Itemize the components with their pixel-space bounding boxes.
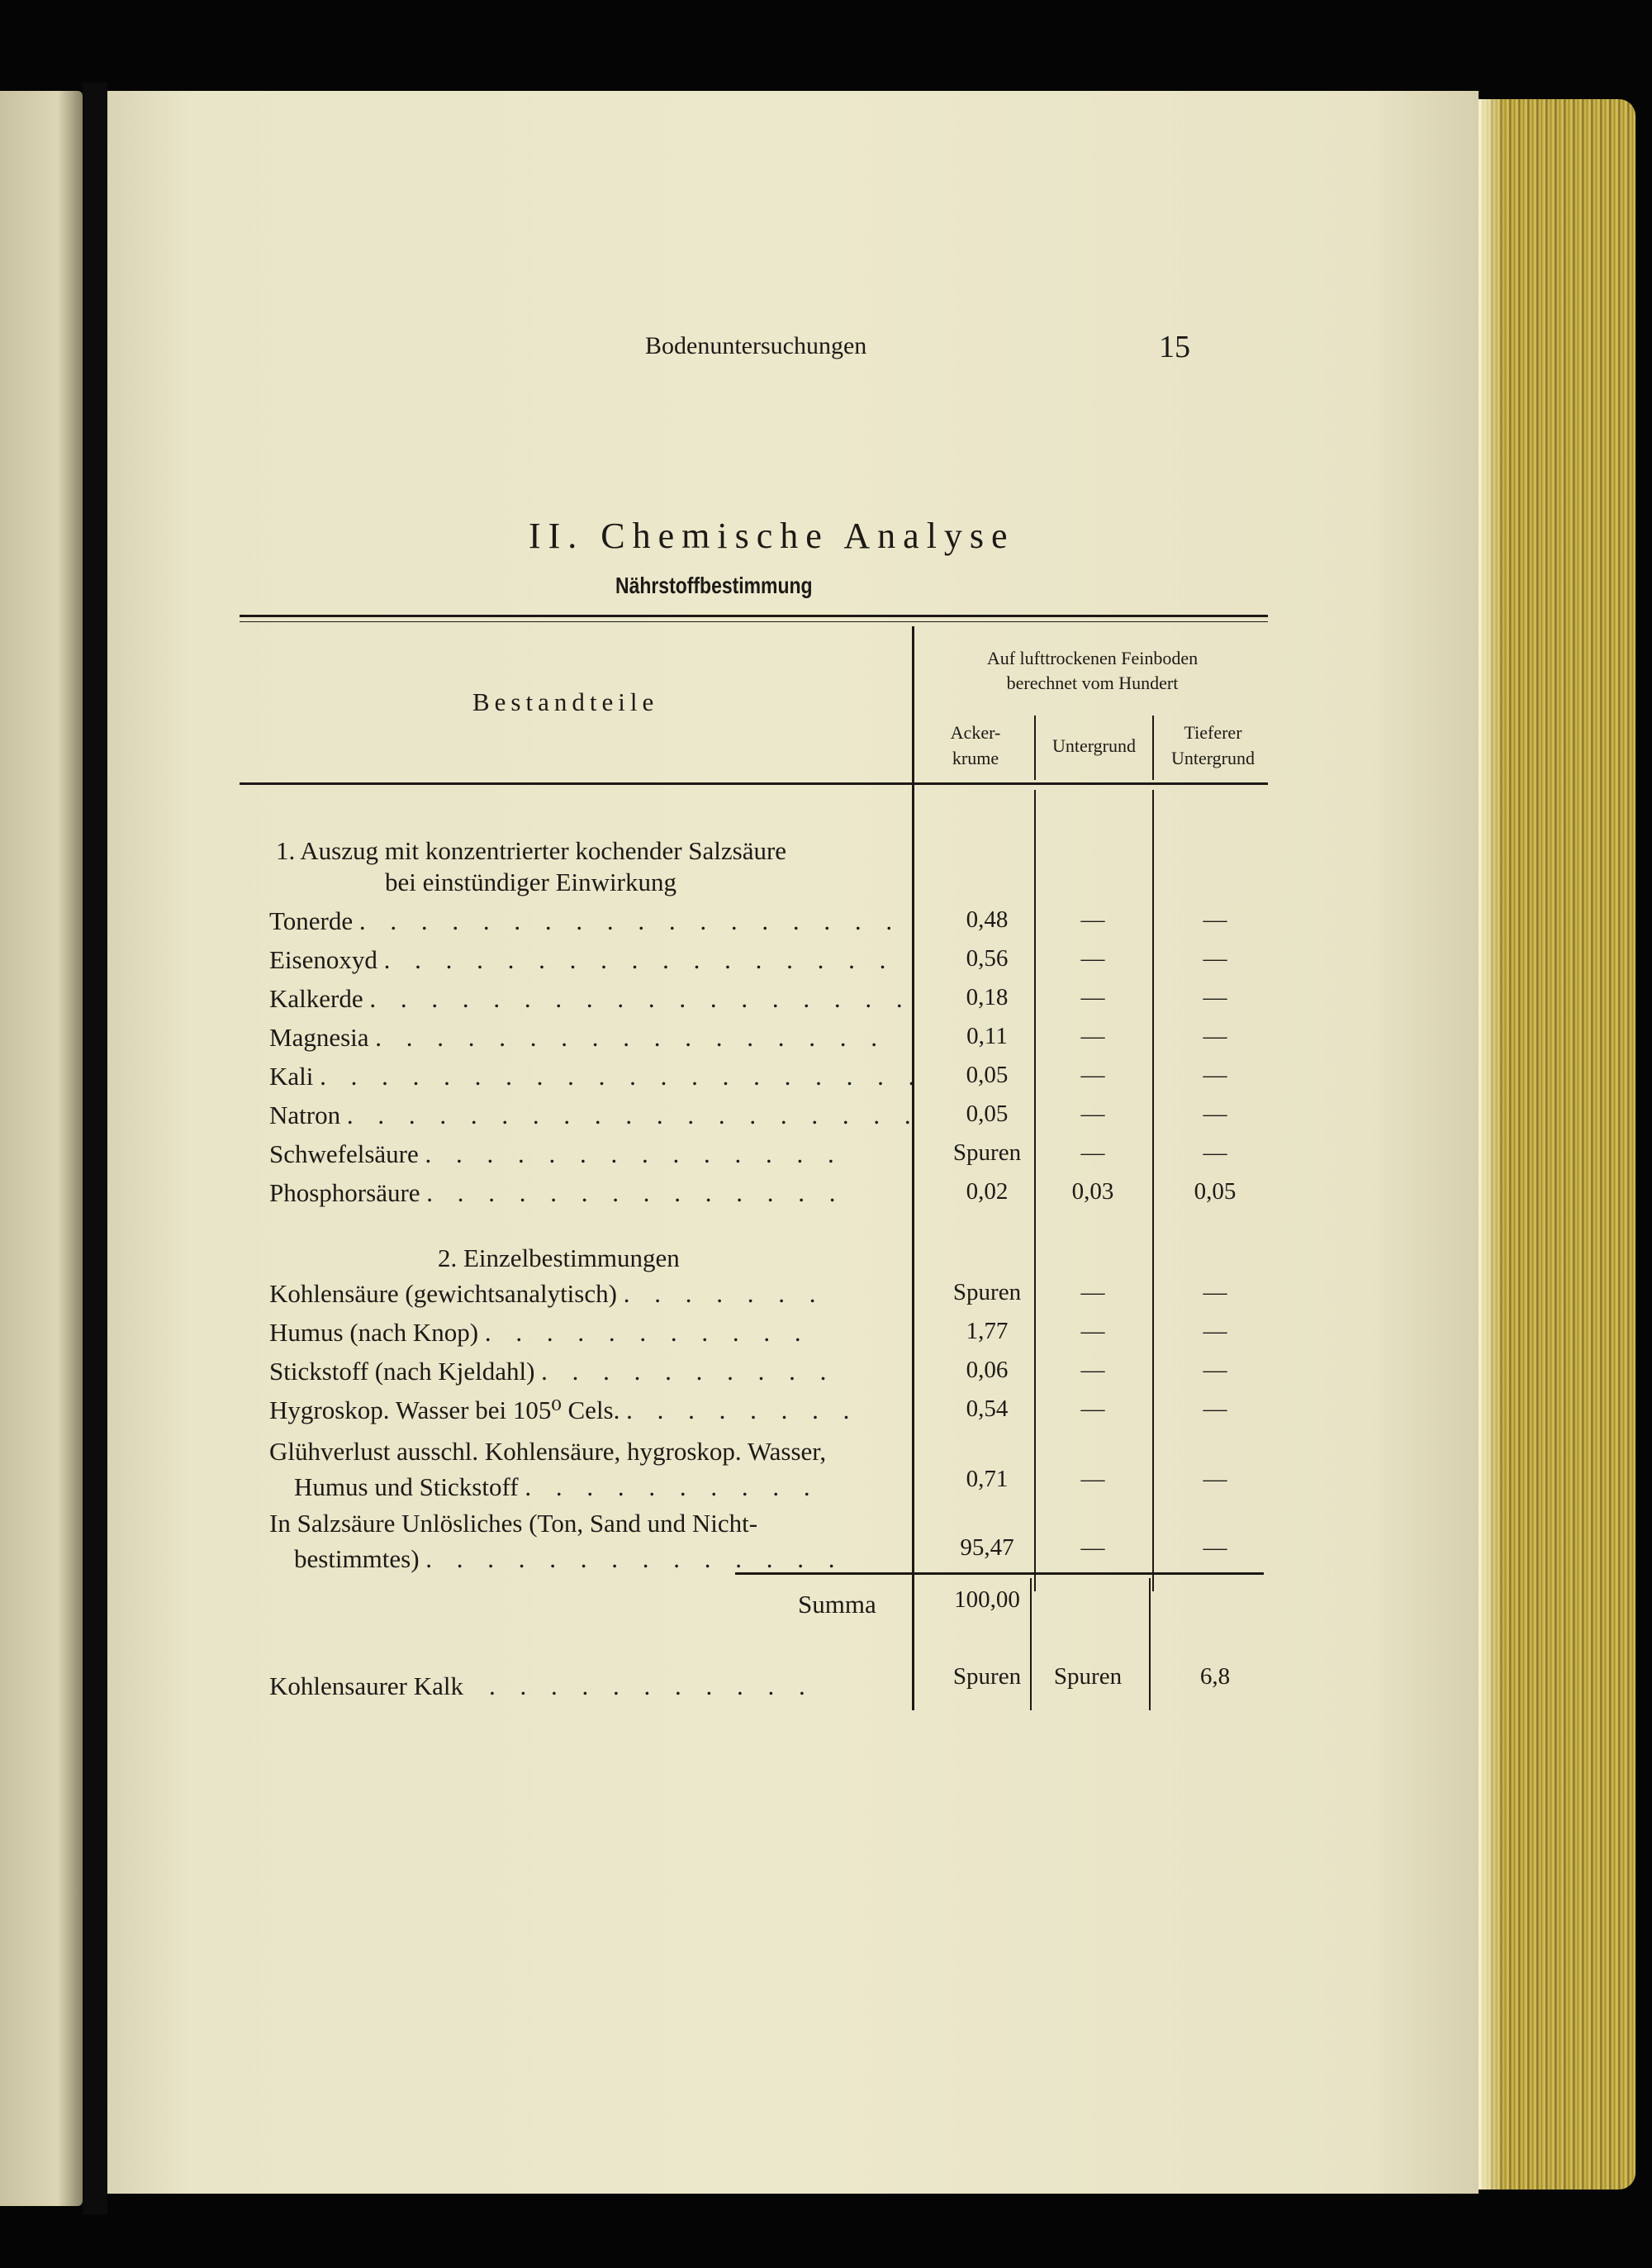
cell-tieferer-untergrund: — xyxy=(1203,1534,1227,1561)
row-label: Humus (nach Knop) . . . . . . . . . . . xyxy=(269,1318,810,1347)
cell-ackerkrume: 0,11 xyxy=(966,1023,1008,1049)
cell-tieferer-untergrund: 0,05 xyxy=(1194,1178,1237,1205)
row-label: Hygroskop. Wasser bei 105⁰ Cels. . . . . . . . . xyxy=(269,1396,859,1424)
cell-tieferer-untergrund: — xyxy=(1203,1023,1227,1049)
cell-tieferer-untergrund: — xyxy=(1203,945,1227,972)
running-header-title: Bodenuntersuchungen xyxy=(645,332,867,359)
row-label: Stickstoff (nach Kjeldahl) . . . . . . . . . . xyxy=(269,1357,836,1386)
cell-untergrund: — xyxy=(1080,984,1105,1010)
cell-tieferer-untergrund: — xyxy=(1203,1139,1227,1166)
column-header-ackerkrume-line2: krume xyxy=(952,748,999,768)
cell-ackerkrume: 0,06 xyxy=(966,1357,1009,1383)
table-head-rule xyxy=(240,782,1268,785)
cell-ackerkrume: 0,02 xyxy=(966,1178,1009,1205)
row-label: Kohlensäure (gewichtsanalytisch) . . . . . . . xyxy=(269,1279,825,1308)
cell-untergrund: — xyxy=(1080,1318,1105,1344)
book-spine-gap xyxy=(83,83,107,2214)
column-header-tieferer-line2: Untergrund xyxy=(1170,748,1256,768)
cell-ackerkrume: 1,77 xyxy=(966,1318,1009,1344)
cell-untergrund: — xyxy=(1080,945,1105,972)
cell-tieferer-untergrund: — xyxy=(1203,1466,1227,1492)
column-header-untergrund: Untergrund xyxy=(1051,735,1137,756)
facing-page-edge xyxy=(0,91,83,2206)
cell-tieferer-untergrund: 6,8 xyxy=(1199,1663,1231,1690)
cell-untergrund: — xyxy=(1080,1101,1105,1127)
cell-untergrund: — xyxy=(1080,1062,1105,1088)
cell-ackerkrume: 0,54 xyxy=(966,1396,1009,1422)
cell-untergrund: — xyxy=(1080,906,1105,933)
row-label: Schwefelsäure . . . . . . . . . . . . . . xyxy=(269,1139,843,1168)
row-label-line2: bestimmtes) . . . . . . . . . . . . . . xyxy=(294,1544,844,1573)
cell-ackerkrume: 0,05 xyxy=(966,1062,1009,1088)
column-header-ackerkrume-line1: Acker- xyxy=(950,722,1001,743)
page-edge-shade xyxy=(1479,99,1503,2190)
summa-value: 100,00 xyxy=(954,1586,1020,1613)
subcol-divider-2 xyxy=(1152,790,1154,1591)
row-label: Natron . . . . . . . . . . . . . . . . . . . xyxy=(269,1101,920,1129)
row-label: Tonerde . . . . . . . . . . . . . . . . . . xyxy=(269,906,902,935)
column-header-bestandteile: Bestandteile xyxy=(472,687,659,716)
cell-untergrund: — xyxy=(1080,1534,1105,1561)
cell-ackerkrume: 0,05 xyxy=(966,1101,1009,1127)
cell-untergrund: — xyxy=(1080,1023,1105,1049)
cell-tieferer-untergrund: — xyxy=(1203,1101,1227,1127)
cell-ackerkrume: 0,56 xyxy=(966,945,1009,972)
row-label: Kalkerde . . . . . . . . . . . . . . . . . . xyxy=(269,984,912,1013)
row-label: Kohlensaurer Kalk . . . . . . . . . . . xyxy=(269,1671,814,1700)
table-main-divider xyxy=(912,626,914,1710)
cell-untergrund: — xyxy=(1080,1357,1105,1383)
cell-untergrund: — xyxy=(1080,1139,1105,1166)
row-label-line1: In Salzsäure Unlösliches (Ton, Sand und Nicht- xyxy=(269,1509,758,1538)
cell-untergrund: — xyxy=(1080,1466,1105,1492)
cell-untergrund: — xyxy=(1080,1396,1105,1422)
section-subtitle: Nährstoffbestimmung xyxy=(615,573,813,598)
cell-tieferer-untergrund: — xyxy=(1203,984,1227,1010)
cell-ackerkrume: Spuren xyxy=(952,1279,1022,1305)
summa-subcol-divider-2 xyxy=(1149,1578,1151,1710)
cell-tieferer-untergrund: — xyxy=(1203,1357,1227,1383)
cell-tieferer-untergrund: — xyxy=(1203,906,1227,933)
row-label-line1: Glühverlust ausschl. Kohlensäure, hygroskop. Wasser, xyxy=(269,1437,827,1466)
group2-heading: 2. Einzelbestimmungen xyxy=(438,1243,680,1272)
group1-heading-line2: bei einstündiger Einwirkung xyxy=(385,868,676,896)
cell-ackerkrume: 0,18 xyxy=(966,984,1009,1010)
column-header-tieferer-line1: Tieferer xyxy=(1184,722,1242,743)
cell-tieferer-untergrund: — xyxy=(1203,1396,1227,1422)
group-header-line1: Auf lufttrockenen Feinboden xyxy=(986,648,1199,668)
cell-untergrund: — xyxy=(1080,1279,1105,1305)
summa-label: Summa xyxy=(798,1590,876,1619)
row-label: Phosphorsäure . . . . . . . . . . . . . . xyxy=(269,1178,845,1207)
cell-tieferer-untergrund: — xyxy=(1203,1062,1227,1088)
cell-ackerkrume: Spuren xyxy=(952,1663,1022,1690)
table-top-rule xyxy=(240,615,1268,617)
cell-tieferer-untergrund: — xyxy=(1203,1318,1227,1344)
page-number: 15 xyxy=(1159,330,1190,364)
cell-ackerkrume: 95,47 xyxy=(960,1534,1014,1561)
cell-untergrund: Spuren xyxy=(1053,1663,1123,1690)
section-title: II. Chemische Analyse xyxy=(529,516,1015,556)
row-label: Eisenoxyd . . . . . . . . . . . . . . . . . xyxy=(269,945,895,974)
group1-heading-line1: 1. Auszug mit konzentrierter kochender Salzsäure xyxy=(276,836,787,865)
table-top-rule-thin xyxy=(240,621,1268,622)
group-header-line2: berechnet vom Hundert xyxy=(1006,673,1179,693)
cell-untergrund: 0,03 xyxy=(1071,1178,1114,1205)
row-label: Magnesia . . . . . . . . . . . . . . . . . xyxy=(269,1023,887,1052)
cell-tieferer-untergrund: — xyxy=(1203,1279,1227,1305)
row-label: Kali . . . . . . . . . . . . . . . . . . . . xyxy=(269,1062,924,1091)
cell-ackerkrume: Spuren xyxy=(952,1139,1022,1166)
row-label-line2: Humus und Stickstoff . . . . . . . . . . xyxy=(294,1472,819,1501)
cell-ackerkrume: 0,71 xyxy=(966,1466,1009,1492)
cell-ackerkrume: 0,48 xyxy=(966,906,1009,933)
